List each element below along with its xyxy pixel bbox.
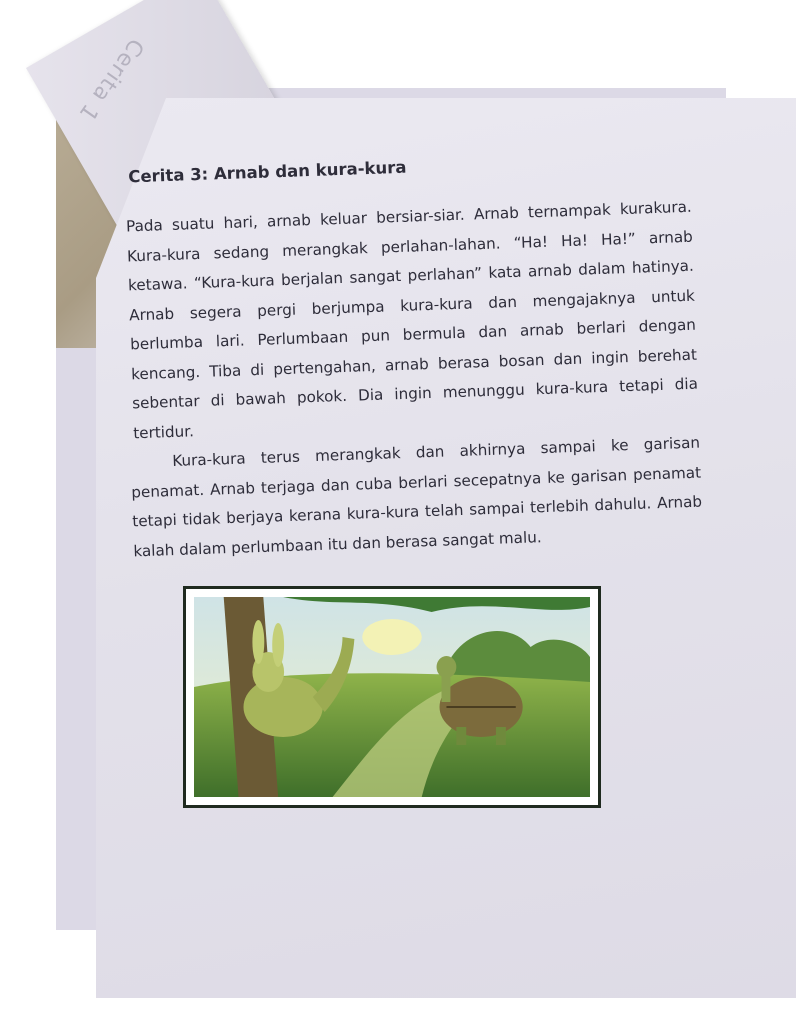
story-content [110, 147, 714, 566]
illustration-svg [194, 597, 590, 797]
sun-glow [362, 619, 421, 655]
underlying-page-label: Cerita 1 [73, 33, 149, 126]
rabbit-ear [252, 620, 264, 664]
story-paragraph-1: Pada suatu hari, arnab keluar bersiar-siar. Arnab ternampak kurakura. Kura-kura sedang merangkak perlahan-lahan. “Ha! Ha! Ha!” arnab ketawa. “Kura-kura berjalan sangat perlahan” kata arnab dalam hatinya. Arnab segera pergi berjumpa kura-kura dan mengajaknya untuk berlumba lari. Perlumbaan pun bermula dan arnab berlari dengan kencang. Tiba di pertengahan, arnab berasa bosan dan ingin berehat sebentar di bawah pokok. Dia ingin menunggu kura-kura tetapi dia tertidur. [125, 197, 699, 442]
rabbit-body [244, 677, 323, 737]
rabbit-ear [272, 623, 284, 667]
tortoise-leg [496, 727, 506, 745]
story-title: Cerita 3: Arnab dan kura-kura [127, 157, 407, 187]
story-paragraph-2: Kura-kura terus merangkak dan akhirnya sampai ke garisan penamat. Arnab terjaga dan cuba berlari secepatnya ke garisan penamat tetapi tidak berjaya kerana kura-kura telah sampai terlebih dahulu. Arnab kalah dalam perlumbaan itu dan berasa sangat malu. [131, 433, 703, 560]
tortoise-leg [456, 727, 466, 745]
tortoise-neck [442, 672, 451, 702]
story-illustration [183, 586, 601, 808]
